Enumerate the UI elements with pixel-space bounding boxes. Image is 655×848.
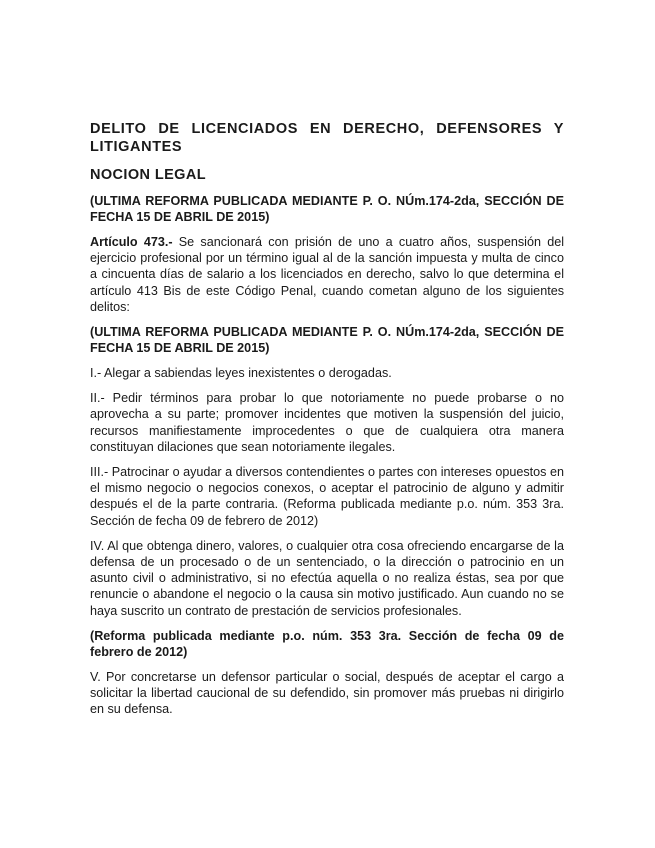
fraction-1: I.- Alegar a sabiendas leyes inexistentes o derogadas. xyxy=(90,366,392,381)
fraction-2: II.- Pedir términos para probar lo que notoriamente no puede probarse o no aprovecha a su parte; promover incidentes que motiven la suspensión del juicio, recursos manifiestamente improcedentes o que de cualquiera otra manera constituyan dilaciones que sean notoriamente ilegales. xyxy=(90,391,564,454)
document-subtitle: NOCION LEGAL xyxy=(90,167,206,183)
fraction-3: III.- Patrocinar o ayudar a diversos contendientes o partes con intereses opuestos en el mismo negocio o negocios conexos, o aceptar el patrocinio de alguno y admitir después el de la parte contraria. (Reforma publicada mediante p.o. núm. 353 3ra. Sección de fecha 09 de febrero de 2012) xyxy=(90,465,564,528)
document-page xyxy=(90,120,564,726)
fraction-5: V. Por concretarse un defensor particular o social, después de aceptar el cargo a solicitar la libertad caucional de su defendido, sin promover más pruebas ni dirigirlo en su defensa. xyxy=(90,669,564,717)
fraction-4: IV. Al que obtenga dinero, valores, o cualquier otra cosa ofreciendo encargarse de la defensa de un procesado o de un sentenciado, o la dirección o patrocinio en un asunto civil o administrativo, si no efectúa aquella o no realiza éstas, sea por que renuncie o abandone el negocio o la causa sin motivo justificado. Aun cuando no se haya suscrito un contrato de prestación de servicios profesionales. xyxy=(90,538,564,618)
article-label: Artículo 473.- xyxy=(90,235,173,249)
reform-note-3: (Reforma publicada mediante p.o. núm. 353 3ra. Sección de fecha 09 de febrero de 2012) xyxy=(90,628,564,659)
document-title: DELITO DE LICENCIADOS EN DERECHO, DEFENSORES Y LITIGANTES xyxy=(90,121,564,155)
article-text: Se sancionará con prisión de uno a cuatro años, suspensión del ejercicio profesional por un término igual al de la sanción impuesta y multa de cinco a cincuenta días de salario a los licenciados en derecho, salvo lo que determina el artículo 413 Bis de este Código Penal, cuando cometan alguno de los siguientes delitos: xyxy=(90,235,564,314)
article-paragraph xyxy=(90,234,564,315)
reform-note-2: (ULTIMA REFORMA PUBLICADA MEDIANTE P. O. NÚm.174-2da, SECCIÓN DE FECHA 15 DE ABRIL DE 2015) xyxy=(90,325,564,356)
reform-note-1: (ULTIMA REFORMA PUBLICADA MEDIANTE P. O. NÚm.174-2da, SECCIÓN DE FECHA 15 DE ABRIL DE 2015) xyxy=(90,194,564,224)
